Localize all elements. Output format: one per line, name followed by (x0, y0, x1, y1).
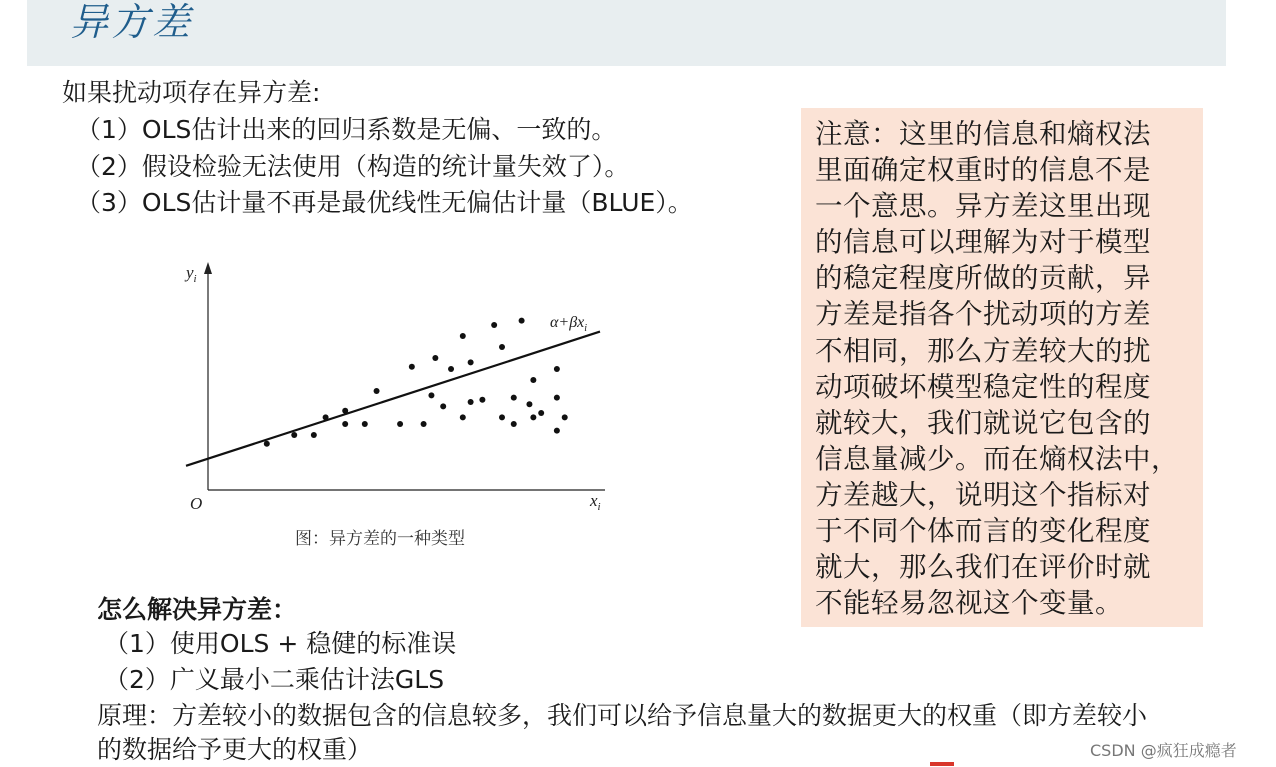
note-line: 就较大，我们就说它包含的 (815, 406, 1151, 439)
note-line: 不能轻易忽视这个变量。 (815, 587, 1123, 620)
solution-item: （2）广义最小二乘估计法GLS (104, 665, 445, 694)
data-point (468, 399, 474, 405)
principle-text: 原理：方差较小的数据包含的信息较多，我们可以给予信息量大的数据更大的权重（即方差较小的数据给予更大的权重） (97, 701, 1148, 764)
data-point (554, 428, 560, 434)
y-axis-label: $y_i$ (186, 263, 197, 285)
data-point (421, 421, 427, 427)
data-point (291, 432, 297, 438)
data-point (479, 397, 485, 403)
intro-item: （1）OLS估计出来的回归系数是无偏、一致的。 (76, 115, 617, 144)
note-line: 信息量减少。而在熵权法中， (815, 442, 1179, 475)
solution-item: （1）使用OLS + 稳健的标准误 (104, 629, 457, 658)
data-point (499, 414, 505, 420)
intro-item: （2）假设检验无法使用（构造的统计量失效了）。 (76, 151, 630, 181)
data-point (311, 432, 317, 438)
data-point (538, 410, 544, 416)
solution-list (104, 626, 456, 698)
page-title: 异方差 (70, 0, 194, 44)
data-point (491, 322, 497, 328)
note-line: 的信息可以理解为对于模型 (815, 226, 1151, 259)
intro-item: （3）OLS估计量不再是最优线性无偏估计量（BLUE）。 (76, 188, 693, 217)
note-line: 方差是指各个扰动项的方差 (815, 298, 1151, 331)
data-point (460, 333, 466, 339)
note-line: 于不同个体而言的变化程度 (815, 515, 1151, 548)
data-point (468, 359, 474, 365)
data-point (428, 392, 434, 398)
scatter-figure (150, 250, 630, 530)
note-line: 不相同，那么方差较大的扰 (815, 334, 1151, 367)
note-box (801, 108, 1203, 627)
data-point (562, 414, 568, 420)
data-point (323, 414, 329, 420)
origin-label: O (190, 494, 203, 513)
data-point (511, 395, 517, 401)
watermark: CSDN @疯狂成瘾者 (1090, 741, 1237, 760)
note-line: 方差越大，说明这个指标对 (815, 478, 1151, 511)
line-label: $\alpha+\beta x_i$ (550, 314, 588, 334)
note-line: 一个意思。异方差这里出现 (815, 190, 1151, 223)
data-point (432, 355, 438, 361)
accent-mark (930, 762, 954, 766)
note-line: 动项破坏模型稳定性的程度 (815, 370, 1151, 403)
data-point (342, 408, 348, 414)
data-point (511, 421, 517, 427)
data-point (362, 421, 368, 427)
data-point (264, 441, 270, 447)
header-band (27, 0, 1226, 66)
data-point (530, 414, 536, 420)
intro-list (76, 112, 693, 222)
note-line: 的稳定程度所做的贡献，异 (815, 262, 1151, 295)
data-point (530, 377, 536, 383)
data-point (499, 344, 505, 350)
data-point (519, 318, 525, 324)
scatter-chart (150, 250, 630, 530)
data-point (554, 395, 560, 401)
note-line: 就大，那么我们在评价时就 (815, 551, 1151, 584)
note-line: 注意：这里的信息和熵权法 (815, 118, 1151, 150)
intro-lead: 如果扰动项存在异方差: (62, 78, 321, 107)
note-line: 里面确定权重时的信息不是 (815, 154, 1151, 187)
data-point (554, 366, 560, 372)
x-axis-label: $x_i$ (590, 491, 601, 513)
data-point (526, 401, 532, 407)
data-point (409, 364, 415, 370)
data-point (460, 414, 466, 420)
y-axis-arrow (204, 262, 212, 274)
regression-line (186, 332, 600, 466)
figure-caption: 图：异方差的一种类型 (295, 529, 465, 549)
data-point (448, 366, 454, 372)
data-point (342, 421, 348, 427)
data-point (374, 388, 380, 394)
data-point (440, 403, 446, 409)
solution-heading: 怎么解决异方差： (97, 595, 298, 624)
data-point (397, 421, 403, 427)
